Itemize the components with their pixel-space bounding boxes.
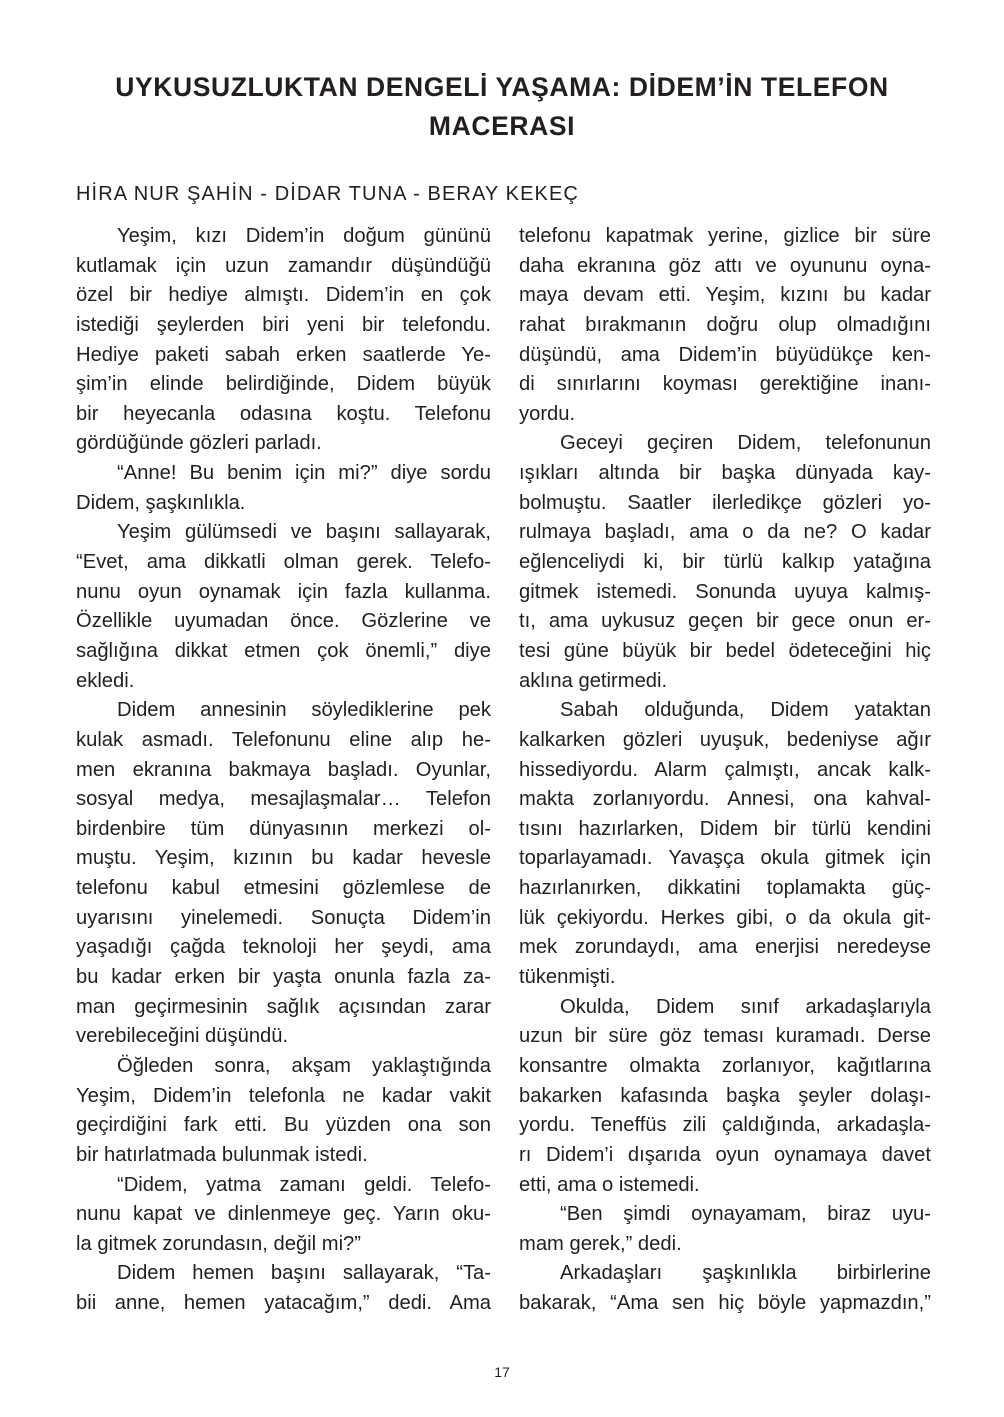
text-line: sosyal medya, mesajlaşmalar… Telefon	[76, 788, 491, 811]
text-line: Didem hemen başını sallayarak, “Ta-	[117, 1262, 491, 1285]
text-line: etti, ama o istemedi.	[519, 1173, 700, 1196]
text-line: Öğleden sonra, akşam yaklaştığında	[117, 1054, 491, 1077]
text-line: Yeşim, Didem’in telefonla ne kadar vakit	[76, 1084, 491, 1107]
text-line: gördüğünde gözleri parladı.	[76, 432, 322, 455]
text-line: men ekranına bakmaya başladı. Oyunlar,	[76, 758, 491, 781]
text-line: Hediye paketi sabah erken saatlerde Ye-	[76, 343, 491, 366]
text-line: birdenbire tüm dünyasının merkezi ol-	[76, 817, 491, 840]
text-line: Geceyi geçiren Didem, telefonunun	[560, 432, 931, 455]
text-line: Sabah olduğunda, Didem yataktan	[560, 699, 931, 722]
text-line: “Ben şimdi oynayamam, biraz uyu-	[560, 1203, 931, 1226]
text-line: Didem annesinin söylediklerine pek	[117, 699, 491, 722]
text-line: telefonu kapatmak yerine, gizlice bir süre	[519, 225, 931, 247]
text-line: rı Didem’i dışarıda oyun oynamaya davet	[519, 1143, 931, 1166]
text-line: hazırlanırken, dikkatini toplamakta güç-	[519, 877, 931, 900]
text-line: yaşadığı çağda teknoloji her şeydi, ama	[76, 936, 491, 959]
text-line: geçirdiğini fark etti. Bu yüzden ona son	[76, 1114, 491, 1137]
text-line: toparlayamadı. Yavaşça okula gitmek için	[519, 847, 931, 870]
text-line: di sınırlarını koyması gerektiğine inanı-	[519, 373, 931, 396]
left-text-column	[76, 222, 491, 1319]
text-line: bakarak, “Ama sen hiç böyle yapmazdın,”	[519, 1292, 931, 1315]
text-line: man geçirmesinin sağlık açısından zarar	[76, 995, 491, 1018]
text-line: Özellikle uyumadan önce. Gözlerine ve	[76, 610, 491, 633]
right-text-column	[519, 222, 931, 1319]
text-line: yordu.	[519, 402, 576, 425]
text-line: kulak asmadı. Telefonunu eline alıp he-	[76, 728, 491, 751]
text-line: kutlamak için uzun zamandır düşündüğü	[76, 254, 491, 277]
text-line: telefonu kabul etmesini gözlemlese de	[76, 877, 491, 900]
text-line: ekledi.	[76, 669, 135, 692]
text-line: daha ekranına göz attı ve oyununu oyna-	[519, 254, 931, 277]
text-line: bii anne, hemen yatacağım,” dedi. Ama	[76, 1292, 491, 1315]
text-line: bakarken kafasında başka şeyler dolaşı-	[519, 1084, 931, 1107]
text-line: nunu kapat ve dinlenmeye geç. Yarın oku-	[76, 1203, 491, 1226]
text-line: verebileceğini düşündü.	[76, 1025, 289, 1048]
author-byline: HİRA NUR ŞAHİN - DİDAR TUNA - BERAY KEKEÇ	[76, 183, 579, 205]
text-line: Didem, şaşkınlıkla.	[76, 491, 246, 514]
text-line: tısını hazırlarken, Didem bir türlü kendini	[519, 817, 931, 840]
text-line: rulmaya başladı, ama o da ne? O kadar	[519, 521, 931, 544]
text-line: sağlığına dikkat etmen çok önemli,” diye	[76, 639, 491, 662]
text-line: “Anne! Bu benim için mi?” diye sordu	[117, 462, 491, 485]
story-title	[60, 68, 944, 146]
text-line: Okulda, Didem sınıf arkadaşlarıyla	[560, 995, 931, 1018]
title-line-1: UYKUSUZLUKTAN DENGELİ YAŞAMA: DİDEM’İN TELEFON	[115, 72, 889, 102]
text-line: mek zorundaydı, ama enerjisi neredeyse	[519, 936, 931, 959]
text-line: istediği şeylerden biri yeni bir telefondu.	[76, 313, 491, 336]
text-line: bir hatırlatmada bulunmak istedi.	[76, 1143, 368, 1166]
text-line: düşündü, ama Didem’in büyüdükçe ken-	[519, 343, 931, 366]
text-line: “Didem, yatma zamanı geldi. Telefo-	[117, 1173, 491, 1196]
text-line: bolmuştu. Saatler ilerledikçe gözleri yo-	[519, 491, 931, 514]
text-line: aklına getirmedi.	[519, 669, 668, 692]
text-line: ışıkları altında bir başka dünyada kay-	[519, 462, 931, 485]
text-line: makta zorlanıyordu. Annesi, ona kahval-	[519, 788, 931, 811]
text-line: maya devam etti. Yeşim, kızını bu kadar	[519, 284, 931, 307]
text-line: yordu. Teneffüs zili çaldığında, arkadaşla-	[519, 1114, 931, 1137]
text-line: Yeşim, kızı Didem’in doğum gününü	[117, 225, 491, 247]
text-line: Arkadaşları şaşkınlıkla birbirlerine	[560, 1262, 931, 1285]
text-line: hissediyordu. Alarm çalmıştı, ancak kalk-	[519, 758, 931, 781]
text-line: bu kadar erken bir yaşta onunla fazla za-	[76, 966, 491, 989]
text-line: muştu. Yeşim, kızının bu kadar hevesle	[76, 847, 491, 870]
text-line: rahat bırakmanın doğru olup olmadığını	[519, 313, 931, 336]
text-line: kalkarken gözleri uyuşuk, bedeniyse ağır	[519, 728, 931, 751]
text-line: tı, ama uykusuz geçen bir gece onun er-	[519, 610, 931, 633]
text-line: mam gerek,” dedi.	[519, 1232, 682, 1255]
text-line: tesi güne büyük bir bedel ödeteceğini hiç	[519, 639, 931, 662]
text-line: şim’in elinde belirdiğinde, Didem büyük	[76, 373, 491, 396]
text-line: konsantre olmakta zorlanıyor, kağıtlarına	[519, 1054, 931, 1077]
text-line: nunu oyun oynamak için fazla kullanma.	[76, 580, 491, 603]
title-line-2: MACERASI	[428, 111, 576, 141]
text-line: bir heyecanla odasına koştu. Telefonu	[76, 402, 491, 425]
text-line: la gitmek zorundasın, değil mi?”	[76, 1232, 362, 1255]
text-line: gitmek istemedi. Sonunda uyuya kalmış-	[519, 580, 931, 603]
text-line: “Evet, ama dikkatli olman gerek. Telefo-	[76, 551, 491, 574]
text-line: eğlenceliydi ki, bir türlü kalkıp yatağına	[519, 551, 931, 574]
text-line: özel bir hediye almıştı. Didem’in en çok	[76, 284, 491, 307]
text-line: uyarısını yinelemedi. Sonuçta Didem’in	[76, 906, 491, 929]
text-line: lük çekiyordu. Herkes gibi, o da okula git-	[519, 906, 931, 929]
page-number: 17	[494, 1364, 510, 1380]
text-line: Yeşim gülümsedi ve başını sallayarak,	[117, 521, 491, 544]
text-line: tükenmişti.	[519, 966, 616, 989]
text-line: uzun bir süre göz teması kuramadı. Derse	[519, 1025, 931, 1048]
